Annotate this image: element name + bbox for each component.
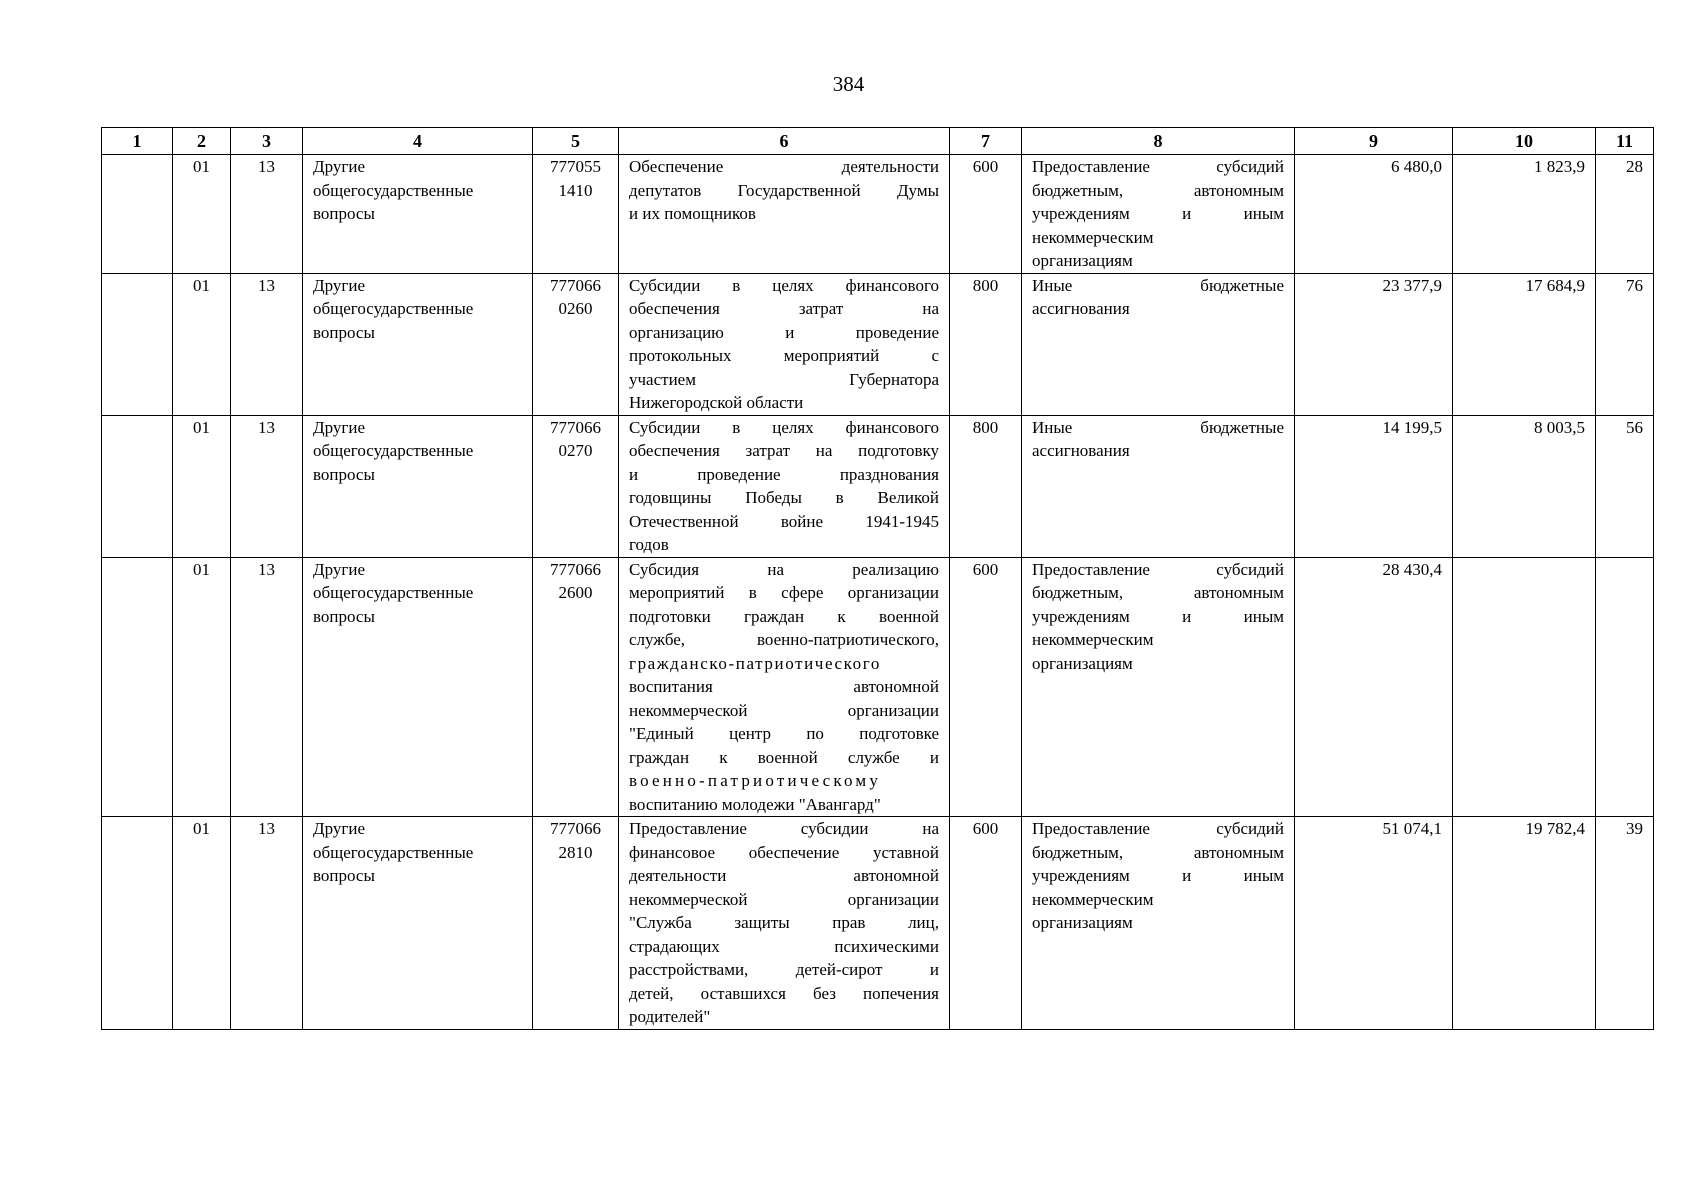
- cell-col-6: [619, 273, 950, 415]
- cell-line: некоммерческой организации: [629, 889, 939, 909]
- cell-col-6: [619, 817, 950, 1030]
- cell-col-10: 1 823,9: [1453, 155, 1596, 274]
- cell-col-11: 56: [1596, 415, 1654, 557]
- cell-col-10: [1453, 557, 1596, 817]
- cell-col-3: 13: [231, 155, 303, 274]
- cell-col-5: [533, 557, 619, 817]
- cell-line: вопросы: [313, 322, 375, 342]
- column-header-10: 10: [1453, 128, 1596, 155]
- cell-col-2: 01: [173, 817, 231, 1030]
- cell-col-8: [1022, 155, 1295, 274]
- cell-col-2: 01: [173, 415, 231, 557]
- cell-line: участием Губернатора: [629, 369, 939, 389]
- cell-line: военно-патриотическому: [629, 771, 882, 790]
- cell-line: организациям: [1032, 913, 1133, 932]
- cell-line: организацию и проведение: [629, 322, 939, 342]
- cell-col-9: 23 377,9: [1295, 273, 1453, 415]
- table-row: [102, 817, 1654, 1030]
- page-number: 384: [832, 72, 865, 96]
- cell-col-5: [533, 273, 619, 415]
- cell-col-5: [533, 155, 619, 274]
- cell-line: ассигнования: [1032, 299, 1130, 318]
- cell-line: Нижегородской области: [629, 393, 804, 412]
- cell-line: Отечественной войне 1941-1945: [629, 511, 939, 531]
- cell-col-7: 600: [950, 155, 1022, 274]
- cell-line: годов: [629, 535, 669, 554]
- cell-col-7: 800: [950, 415, 1022, 557]
- column-header-11: 11: [1596, 128, 1654, 155]
- cell-line: общегосударственные: [313, 441, 474, 460]
- cell-line: вопросы: [313, 866, 375, 885]
- column-header-5: 5: [533, 128, 619, 155]
- cell-line: учреждениям и иным: [1032, 866, 1284, 885]
- cell-line: Другие: [313, 819, 365, 838]
- cell-line: 1410: [558, 180, 593, 200]
- cell-line: гражданско-патриотического: [629, 653, 882, 673]
- header-row: [102, 128, 1654, 155]
- cell-line: протокольных мероприятий с: [629, 346, 939, 365]
- cell-line: некоммерческим: [1032, 227, 1154, 247]
- cell-line: ассигнования: [1032, 441, 1130, 460]
- cell-line: общегосударственные: [313, 180, 474, 200]
- cell-line: детей, оставшихся без попечения: [629, 983, 939, 1003]
- cell-col-11: 76: [1596, 273, 1654, 415]
- table-row: [102, 557, 1654, 817]
- cell-col-1: [102, 273, 173, 415]
- cell-line: родителей": [629, 1007, 711, 1026]
- cell-line: Другие: [313, 559, 365, 579]
- cell-line: страдающих психическими: [629, 936, 939, 956]
- cell-line: Предоставление субсидий: [1032, 157, 1284, 176]
- cell-col-9: 14 199,5: [1295, 415, 1453, 557]
- cell-line: 2810: [558, 842, 593, 862]
- cell-col-6: [619, 155, 950, 274]
- cell-line: бюджетным, автономным: [1032, 842, 1284, 862]
- cell-col-4: [303, 155, 533, 274]
- cell-line: мероприятий в сфере организации: [629, 583, 939, 602]
- cell-line: учреждениям и иным: [1032, 606, 1284, 626]
- cell-line: 0270: [558, 441, 593, 460]
- cell-line: Субсидии в целях финансового: [629, 275, 939, 295]
- cell-col-3: 13: [231, 415, 303, 557]
- cell-line: Субсидия на реализацию: [629, 559, 939, 579]
- cell-line: организациям: [1032, 251, 1133, 270]
- budget-table: [101, 127, 1654, 1030]
- cell-line: обеспечения затрат на: [629, 299, 939, 318]
- cell-col-3: 13: [231, 273, 303, 415]
- table-row: [102, 155, 1654, 274]
- cell-col-8: [1022, 817, 1295, 1030]
- cell-line: и их помощников: [629, 204, 756, 223]
- column-header-8: 8: [1022, 128, 1295, 155]
- cell-line: общегосударственные: [313, 842, 474, 862]
- cell-line: Другие: [313, 275, 365, 295]
- cell-col-8: [1022, 557, 1295, 817]
- cell-col-11: [1596, 557, 1654, 817]
- cell-line: Иные бюджетные: [1032, 417, 1284, 437]
- cell-col-7: 600: [950, 557, 1022, 817]
- cell-line: депутатов Государственной Думы: [629, 180, 939, 200]
- cell-line: Предоставление субсидий: [1032, 559, 1284, 579]
- cell-line: некоммерческой организации: [629, 700, 939, 720]
- column-header-4: 4: [303, 128, 533, 155]
- cell-col-10: 8 003,5: [1453, 415, 1596, 557]
- cell-col-8: [1022, 273, 1295, 415]
- cell-col-10: 17 684,9: [1453, 273, 1596, 415]
- cell-col-3: 13: [231, 557, 303, 817]
- cell-col-5: [533, 415, 619, 557]
- cell-line: 0260: [558, 299, 593, 318]
- cell-line: "Единый центр по подготовке: [629, 724, 939, 743]
- table-row: [102, 415, 1654, 557]
- cell-line: 2600: [558, 583, 593, 602]
- column-header-7: 7: [950, 128, 1022, 155]
- cell-line: 777066: [550, 417, 601, 437]
- column-header-3: 3: [231, 128, 303, 155]
- cell-line: Другие: [313, 157, 365, 176]
- table-body: [102, 155, 1654, 1030]
- cell-line: воспитания автономной: [629, 677, 939, 696]
- cell-line: финансовое обеспечение уставной: [629, 842, 939, 862]
- cell-line: расстройствами, детей-сирот и: [629, 960, 939, 979]
- cell-line: общегосударственные: [313, 583, 474, 602]
- cell-col-10: 19 782,4: [1453, 817, 1596, 1030]
- cell-line: граждан к военной службе и: [629, 747, 939, 767]
- cell-line: 777055: [550, 157, 601, 176]
- cell-col-2: 01: [173, 557, 231, 817]
- cell-line: Предоставление субсидий: [1032, 819, 1284, 838]
- cell-line: вопросы: [313, 464, 375, 484]
- cell-col-5: [533, 817, 619, 1030]
- cell-line: годовщины Победы в Великой: [629, 488, 939, 507]
- cell-line: деятельности автономной: [629, 866, 939, 885]
- cell-col-9: 28 430,4: [1295, 557, 1453, 817]
- cell-line: бюджетным, автономным: [1032, 583, 1284, 602]
- cell-line: 777066: [550, 559, 601, 579]
- cell-col-1: [102, 415, 173, 557]
- cell-col-1: [102, 557, 173, 817]
- cell-line: некоммерческим: [1032, 630, 1154, 649]
- table-row: [102, 273, 1654, 415]
- cell-col-2: 01: [173, 155, 231, 274]
- cell-col-4: [303, 273, 533, 415]
- cell-line: общегосударственные: [313, 299, 474, 318]
- cell-col-7: 800: [950, 273, 1022, 415]
- cell-line: воспитанию молодежи "Авангард": [629, 794, 881, 814]
- cell-col-11: 28: [1596, 155, 1654, 274]
- cell-line: подготовки граждан к военной: [629, 606, 939, 626]
- cell-line: бюджетным, автономным: [1032, 180, 1284, 200]
- cell-col-9: 51 074,1: [1295, 817, 1453, 1030]
- column-header-1: 1: [102, 128, 173, 155]
- cell-line: службе, военно-патриотического,: [629, 630, 939, 649]
- cell-line: 777066: [550, 275, 601, 295]
- cell-line: Субсидии в целях финансового: [629, 417, 939, 437]
- cell-col-6: [619, 415, 950, 557]
- cell-col-1: [102, 817, 173, 1030]
- cell-line: некоммерческим: [1032, 889, 1154, 909]
- cell-line: обеспечения затрат на подготовку: [629, 441, 939, 460]
- cell-line: 777066: [550, 819, 601, 838]
- cell-col-4: [303, 557, 533, 817]
- cell-line: Иные бюджетные: [1032, 275, 1284, 295]
- cell-col-1: [102, 155, 173, 274]
- cell-col-6: [619, 557, 950, 817]
- cell-line: Обеспечение деятельности: [629, 157, 939, 176]
- cell-col-9: 6 480,0: [1295, 155, 1453, 274]
- cell-col-2: 01: [173, 273, 231, 415]
- cell-line: Предоставление субсидии на: [629, 819, 939, 838]
- cell-line: Другие: [313, 417, 365, 437]
- column-header-9: 9: [1295, 128, 1453, 155]
- cell-line: учреждениям и иным: [1032, 204, 1284, 223]
- cell-col-7: 600: [950, 817, 1022, 1030]
- cell-col-11: 39: [1596, 817, 1654, 1030]
- cell-line: организациям: [1032, 653, 1133, 673]
- cell-col-8: [1022, 415, 1295, 557]
- cell-col-3: 13: [231, 817, 303, 1030]
- column-header-2: 2: [173, 128, 231, 155]
- cell-line: вопросы: [313, 204, 375, 223]
- cell-col-4: [303, 415, 533, 557]
- cell-line: "Служба защиты прав лиц,: [629, 913, 939, 932]
- cell-line: и проведение празднования: [629, 464, 939, 484]
- column-header-6: 6: [619, 128, 950, 155]
- cell-col-4: [303, 817, 533, 1030]
- cell-line: вопросы: [313, 606, 375, 626]
